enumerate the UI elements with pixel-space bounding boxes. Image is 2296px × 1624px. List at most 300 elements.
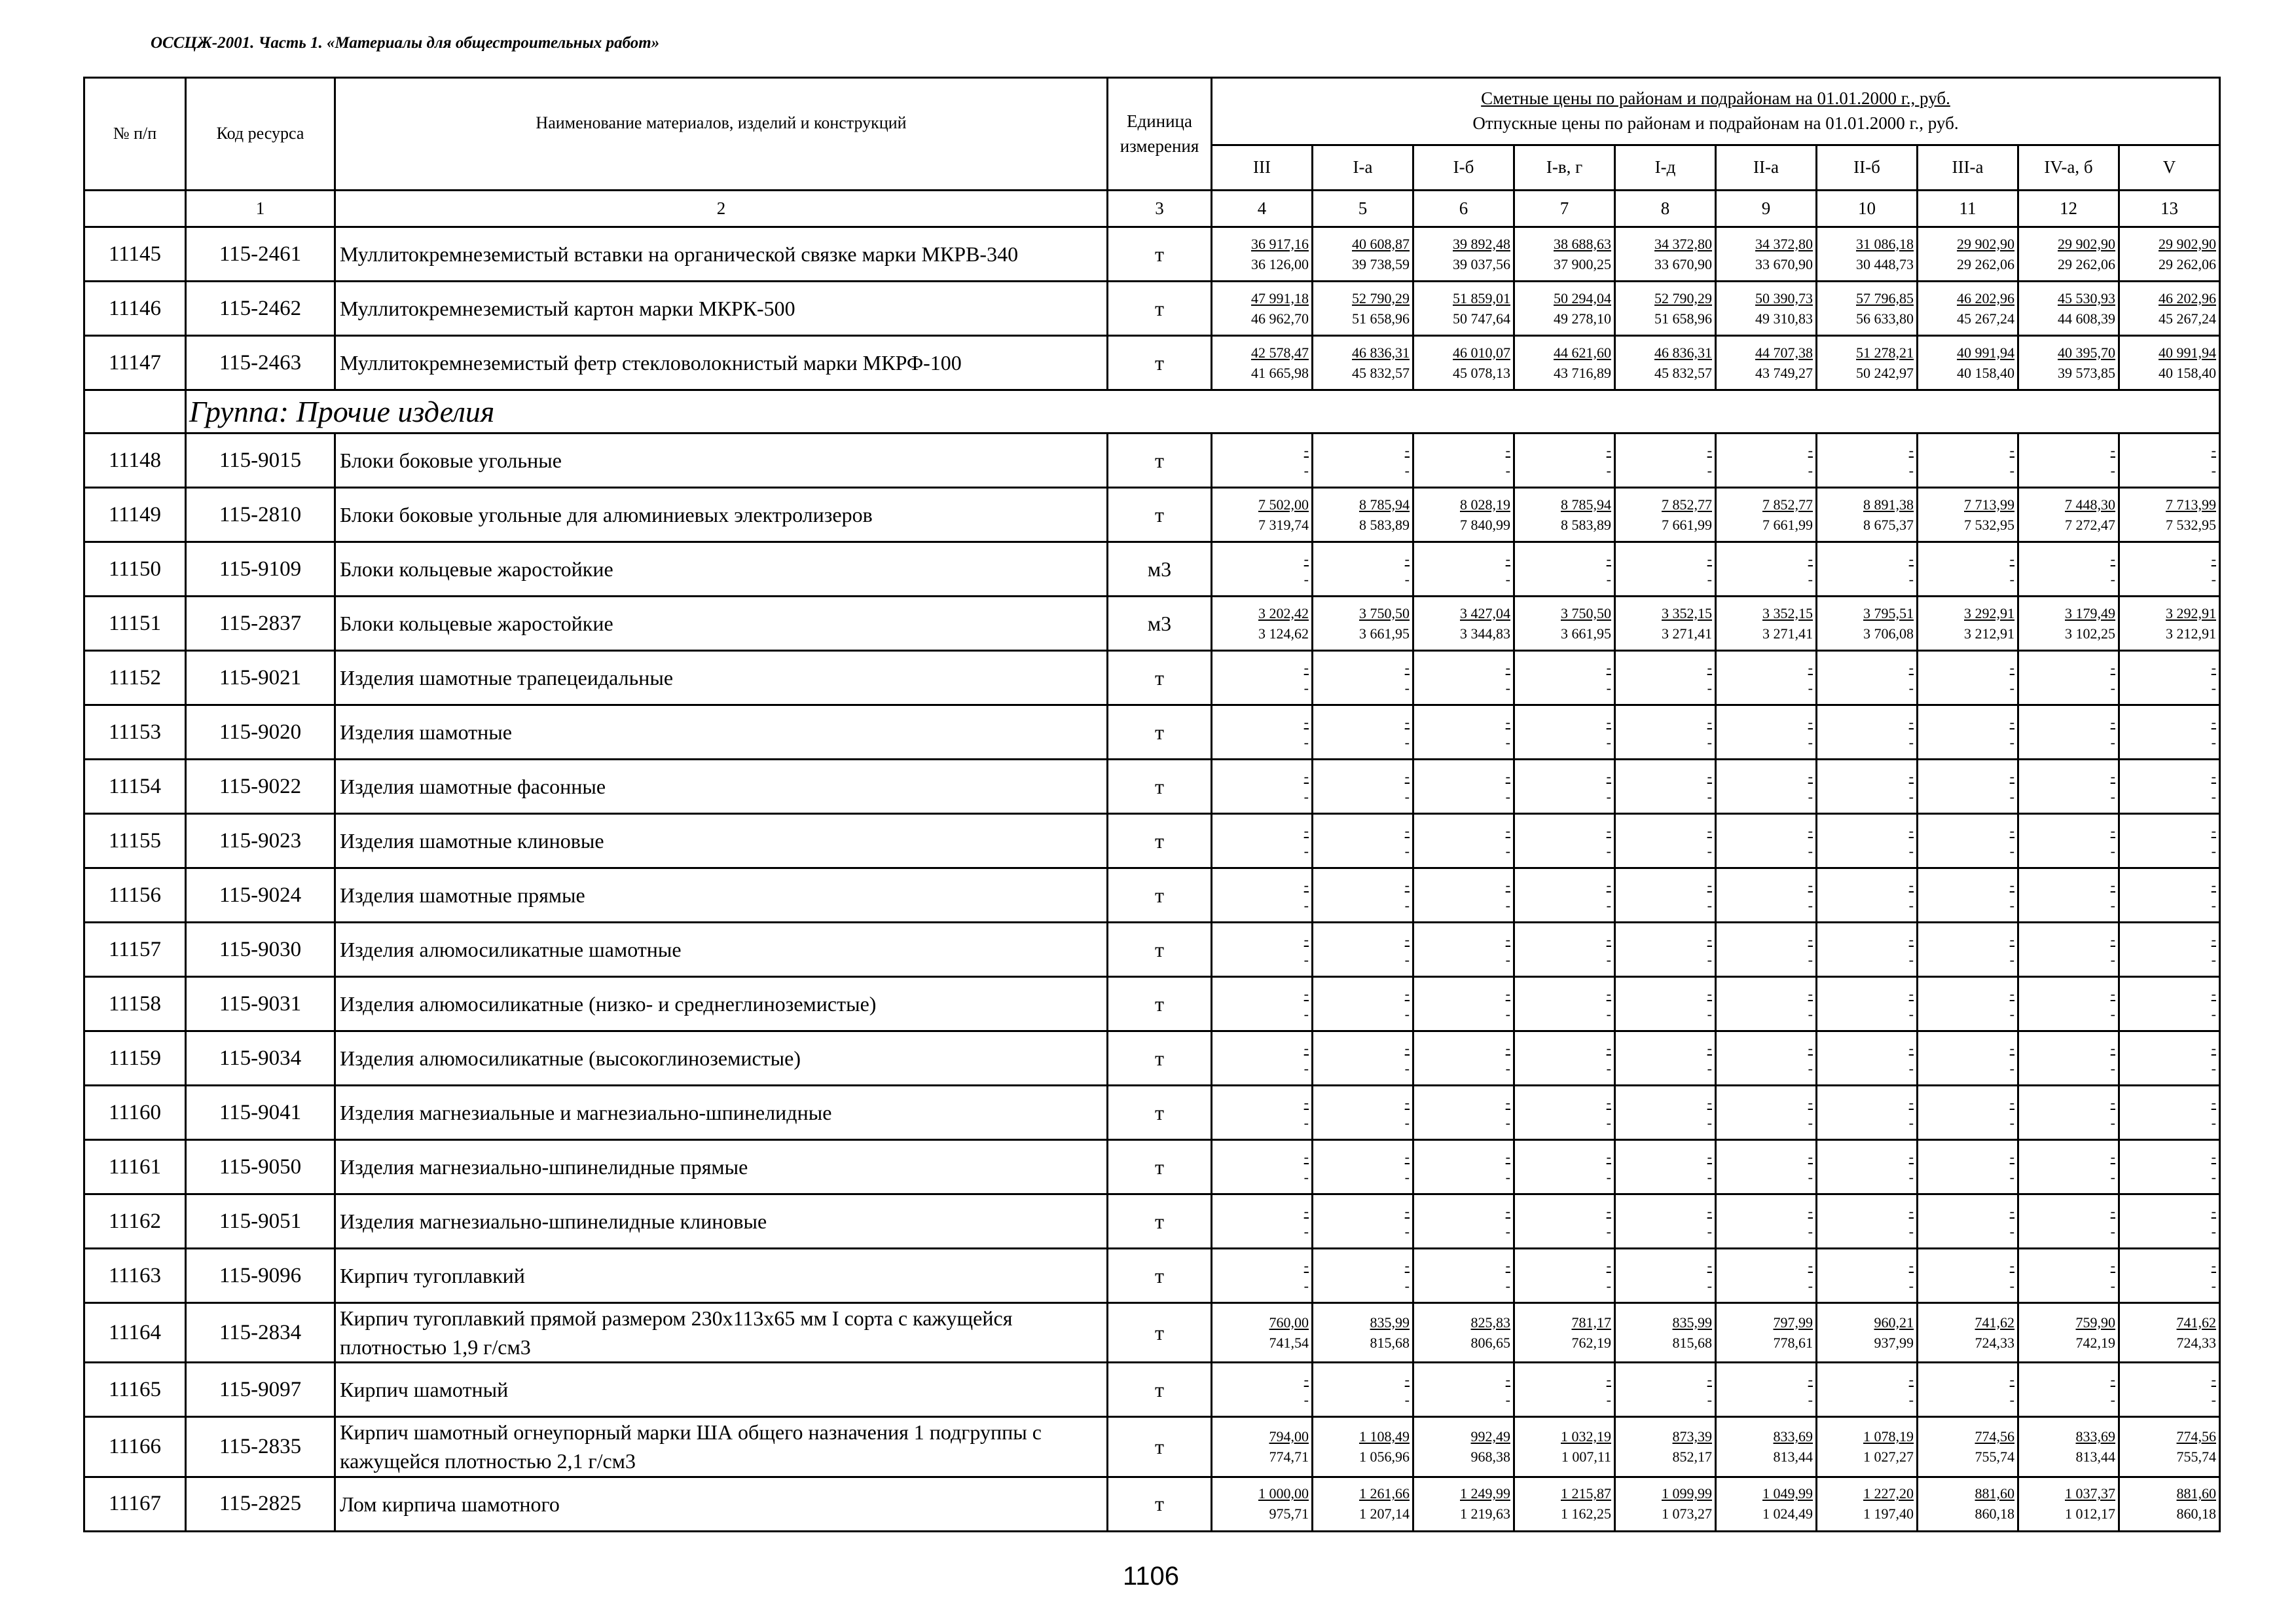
estimated-price: - — [2110, 659, 2115, 676]
estimated-price: - — [1404, 876, 1410, 893]
price-cell — [1716, 1303, 1817, 1363]
wholesale-price: - — [1303, 1005, 1309, 1022]
price-cell — [1716, 923, 1817, 977]
price-cell — [1615, 1194, 1716, 1249]
estimated-price: - — [1404, 1094, 1410, 1111]
estimated-price: - — [1505, 1202, 1510, 1219]
estimated-price: - — [1808, 1202, 1813, 1219]
estimated-price: - — [1908, 1094, 1914, 1111]
unit: т — [1108, 1363, 1212, 1417]
wholesale-price: - — [1808, 1060, 1813, 1077]
estimated-price: - — [1606, 1039, 1611, 1056]
wholesale-price: - — [1808, 842, 1813, 859]
wholesale-price: - — [1505, 462, 1510, 479]
estimated-price: - — [1908, 1257, 1914, 1274]
region-header: V — [2119, 145, 2220, 191]
wholesale-price: - — [1908, 951, 1914, 968]
wholesale-price: 742,19 — [2075, 1334, 2115, 1351]
wholesale-price: - — [1404, 951, 1410, 968]
price-cell — [1918, 1417, 2018, 1477]
resource-code: 115-9097 — [186, 1363, 335, 1417]
price-cell — [1817, 1140, 1918, 1194]
material-name: Изделия магнезиальные и магнезиально-шпинелидные — [335, 1086, 1108, 1140]
estimated-price: - — [2211, 1039, 2216, 1056]
wholesale-price: - — [1606, 1114, 1611, 1131]
estimated-price: - — [1707, 1257, 1712, 1274]
unit: т — [1108, 1194, 1212, 1249]
price-cell — [2119, 1303, 2220, 1363]
estimated-price: - — [2009, 1202, 2014, 1219]
price-cell — [1413, 923, 1514, 977]
price-cell — [1918, 977, 2018, 1031]
price-cell — [1918, 868, 2018, 923]
wholesale-price: 1 056,96 — [1359, 1448, 1410, 1465]
price-cell — [1817, 977, 1918, 1031]
price-cell — [1615, 868, 1716, 923]
resource-code: 115-9041 — [186, 1086, 335, 1140]
wholesale-price: 860,18 — [1975, 1505, 2014, 1522]
wholesale-price: - — [1707, 570, 1712, 587]
wholesale-price: - — [1505, 733, 1510, 750]
estimated-price: - — [1808, 1039, 1813, 1056]
price-cell — [1413, 1086, 1514, 1140]
resource-code: 115-2461 — [186, 227, 335, 282]
resource-code: 115-2463 — [186, 336, 335, 390]
estimated-price: - — [1908, 985, 1914, 1002]
price-cell — [2119, 923, 2220, 977]
unit: м3 — [1108, 597, 1212, 651]
wholesale-price: - — [1404, 896, 1410, 913]
wholesale-price: 40 158,40 — [2159, 364, 2216, 381]
price-cell — [2018, 488, 2119, 542]
price-cell — [1413, 1417, 1514, 1477]
price-cell — [1514, 814, 1615, 868]
price-cell — [1313, 814, 1413, 868]
estimated-price: 1 108,49 — [1359, 1428, 1410, 1445]
estimated-price: 960,21 — [1874, 1314, 1914, 1331]
price-cell — [1716, 760, 1817, 814]
estimated-price: - — [1606, 1202, 1611, 1219]
wholesale-price: - — [1404, 733, 1410, 750]
material-name: Кирпич шамотный — [335, 1363, 1108, 1417]
price-cell — [1918, 1140, 2018, 1194]
estimated-price: 781,17 — [1571, 1314, 1611, 1331]
estimated-price: 7 713,99 — [1964, 496, 2014, 513]
wholesale-price: 815,68 — [1370, 1334, 1410, 1351]
price-cell — [1514, 1194, 1615, 1249]
price-cell — [1212, 814, 1313, 868]
price-cell — [2018, 597, 2119, 651]
wholesale-price: 1 197,40 — [1863, 1505, 1914, 1522]
price-cell — [1212, 1031, 1313, 1086]
estimated-price: - — [2009, 1039, 2014, 1056]
price-cell — [1716, 1363, 1817, 1417]
resource-code: 115-9023 — [186, 814, 335, 868]
region-header: I-б — [1413, 145, 1514, 191]
price-cell — [1918, 1477, 2018, 1531]
wholesale-price: - — [1303, 679, 1309, 696]
estimated-price: - — [1707, 1094, 1712, 1111]
price-cell — [1212, 488, 1313, 542]
material-name: Блоки кольцевые жаростойкие — [335, 597, 1108, 651]
wholesale-price: - — [2211, 1005, 2216, 1022]
estimated-price: - — [1606, 767, 1611, 784]
price-cell — [1212, 977, 1313, 1031]
wholesale-price: 3 212,91 — [2166, 625, 2216, 642]
table-row — [84, 814, 2220, 868]
estimated-price: 7 502,00 — [1258, 496, 1309, 513]
table-row — [84, 923, 2220, 977]
material-name: Блоки боковые угольные для алюминиевых электролизеров — [335, 488, 1108, 542]
material-name: Изделия магнезиально-шпинелидные прямые — [335, 1140, 1108, 1194]
price-cell — [1413, 1140, 1514, 1194]
wholesale-price: - — [1404, 1223, 1410, 1240]
estimated-price: 1 249,99 — [1460, 1485, 1510, 1502]
column-number: 9 — [1716, 191, 1817, 227]
estimated-price: 1 032,19 — [1561, 1428, 1611, 1445]
price-cell — [1817, 1477, 1918, 1531]
wholesale-price: 50 242,97 — [1856, 364, 1914, 381]
estimated-price: - — [1808, 1094, 1813, 1111]
estimated-price: - — [1707, 1371, 1712, 1388]
row-number: 11152 — [84, 651, 186, 705]
price-cell — [1212, 434, 1313, 488]
price-cell — [2018, 1249, 2119, 1303]
estimated-price: - — [2009, 441, 2014, 458]
price-cell — [1413, 282, 1514, 336]
price-cell — [2119, 1194, 2220, 1249]
resource-code: 115-2810 — [186, 488, 335, 542]
wholesale-price: 778,61 — [1773, 1334, 1813, 1351]
wholesale-price: 741,54 — [1269, 1334, 1309, 1351]
estimated-price: 29 902,90 — [1957, 235, 2014, 252]
wholesale-price: 8 583,89 — [1359, 516, 1410, 533]
wholesale-price: 7 532,95 — [1964, 516, 2014, 533]
price-cell — [1716, 1194, 1817, 1249]
unit: т — [1108, 1303, 1212, 1363]
estimated-price: 46 202,96 — [1957, 289, 2014, 306]
wholesale-price: - — [1404, 1391, 1410, 1408]
estimated-price: - — [2110, 1039, 2115, 1056]
estimated-price: - — [1505, 1148, 1510, 1165]
wholesale-price: 813,44 — [1773, 1448, 1813, 1465]
wholesale-price: - — [1505, 1391, 1510, 1408]
unit: м3 — [1108, 542, 1212, 597]
wholesale-price: 30 448,73 — [1856, 255, 1914, 272]
price-cell — [2018, 1303, 2119, 1363]
table-row — [84, 1249, 2220, 1303]
wholesale-price: - — [2110, 1391, 2115, 1408]
estimated-price: - — [1808, 1371, 1813, 1388]
estimated-price: - — [1404, 985, 1410, 1002]
unit: т — [1108, 705, 1212, 760]
estimated-price: 3 795,51 — [1863, 604, 1914, 621]
wholesale-price: 7 840,99 — [1460, 516, 1510, 533]
table-row — [84, 705, 2220, 760]
wholesale-price: - — [1707, 1277, 1712, 1294]
price-cell — [1514, 1477, 1615, 1531]
price-cell — [1413, 1363, 1514, 1417]
price-cell — [1716, 488, 1817, 542]
estimated-price: 50 390,73 — [1755, 289, 1813, 306]
wholesale-price: 7 272,47 — [2065, 516, 2115, 533]
price-cell — [1918, 488, 2018, 542]
wholesale-price: 29 262,06 — [2159, 255, 2216, 272]
price-cell — [2018, 1477, 2119, 1531]
wholesale-price: - — [2110, 1277, 2115, 1294]
table-row — [84, 760, 2220, 814]
table-row — [84, 1363, 2220, 1417]
price-cell — [1716, 434, 1817, 488]
wholesale-price: - — [1505, 842, 1510, 859]
price-cell — [1716, 1249, 1817, 1303]
price-cell — [1212, 282, 1313, 336]
price-cell — [2018, 651, 2119, 705]
price-cell — [1313, 336, 1413, 390]
price-cell — [1212, 1363, 1313, 1417]
price-cell — [1716, 868, 1817, 923]
region-header: IV-а, б — [2018, 145, 2119, 191]
group-blank-cell — [84, 390, 186, 434]
column-number-blank — [84, 191, 186, 227]
price-cell — [1716, 542, 1817, 597]
wholesale-price: - — [1606, 1005, 1611, 1022]
price-cell — [1514, 597, 1615, 651]
column-number: 12 — [2018, 191, 2119, 227]
wholesale-price: - — [1505, 570, 1510, 587]
price-cell — [1918, 336, 2018, 390]
row-number: 11161 — [84, 1140, 186, 1194]
price-cell — [2018, 814, 2119, 868]
price-cell — [1817, 868, 1918, 923]
price-cell — [2119, 227, 2220, 282]
price-cell — [1918, 814, 2018, 868]
resource-code: 115-9050 — [186, 1140, 335, 1194]
table-row — [84, 488, 2220, 542]
wholesale-price: - — [2009, 788, 2014, 805]
wholesale-price: - — [1707, 462, 1712, 479]
wholesale-price: 3 661,95 — [1561, 625, 1611, 642]
resource-code: 115-9030 — [186, 923, 335, 977]
wholesale-price: - — [1808, 1114, 1813, 1131]
estimated-price: - — [1808, 985, 1813, 1002]
resource-code: 115-9015 — [186, 434, 335, 488]
price-cell — [1615, 597, 1716, 651]
wholesale-price: 8 583,89 — [1561, 516, 1611, 533]
estimated-price: 42 578,47 — [1251, 344, 1309, 361]
price-cell — [2018, 227, 2119, 282]
price-cell — [1514, 705, 1615, 760]
price-cell — [1313, 923, 1413, 977]
wholesale-price: 45 078,13 — [1453, 364, 1510, 381]
estimated-price: - — [1606, 876, 1611, 893]
price-cell — [2018, 760, 2119, 814]
price-cell — [1514, 488, 1615, 542]
price-cell — [1615, 1477, 1716, 1531]
wholesale-price: 806,65 — [1470, 1334, 1510, 1351]
wholesale-price: - — [2211, 1391, 2216, 1408]
price-cell — [1918, 705, 2018, 760]
estimated-price: - — [1808, 659, 1813, 676]
wholesale-price: - — [1707, 842, 1712, 859]
wholesale-price: - — [1404, 842, 1410, 859]
estimated-price: 57 796,85 — [1856, 289, 1914, 306]
wholesale-price: 29 262,06 — [1957, 255, 2014, 272]
wholesale-price: - — [1707, 1391, 1712, 1408]
price-table — [83, 77, 2221, 1532]
estimated-price: - — [1303, 1257, 1309, 1274]
price-cell — [1514, 1031, 1615, 1086]
price-cell — [2119, 434, 2220, 488]
price-cell — [1615, 1249, 1716, 1303]
row-number: 11162 — [84, 1194, 186, 1249]
estimated-price: - — [2009, 550, 2014, 567]
page-number: 1106 — [1123, 1562, 1180, 1591]
resource-code: 115-9096 — [186, 1249, 335, 1303]
wholesale-price: - — [1707, 1114, 1712, 1131]
unit: т — [1108, 1086, 1212, 1140]
price-cell — [1918, 923, 2018, 977]
price-cell — [1817, 1303, 1918, 1363]
estimated-price: - — [1808, 713, 1813, 730]
wholesale-price: - — [1303, 1168, 1309, 1185]
wholesale-price: - — [1303, 1223, 1309, 1240]
estimated-price: - — [1303, 1039, 1309, 1056]
material-name: Лом кирпича шамотного — [335, 1477, 1108, 1531]
estimated-price: - — [2211, 1257, 2216, 1274]
price-cell — [2018, 1086, 2119, 1140]
group-row — [84, 390, 2220, 434]
estimated-price: 797,99 — [1773, 1314, 1813, 1331]
table-row — [84, 1477, 2220, 1531]
price-cell — [1918, 1194, 2018, 1249]
estimated-price: 774,56 — [1975, 1428, 2014, 1445]
estimated-price: - — [2009, 659, 2014, 676]
wholesale-price: - — [1404, 1060, 1410, 1077]
price-cell — [1514, 282, 1615, 336]
price-cell — [1212, 1417, 1313, 1477]
price-cell — [1716, 705, 1817, 760]
estimated-price: 835,99 — [1672, 1314, 1712, 1331]
estimated-price: - — [1404, 550, 1410, 567]
wholesale-price: - — [2009, 462, 2014, 479]
price-cell — [1514, 1417, 1615, 1477]
wholesale-price: 755,74 — [1975, 1448, 2014, 1465]
estimated-price: - — [2110, 985, 2115, 1002]
price-cell — [1716, 651, 1817, 705]
estimated-price: - — [1908, 822, 1914, 839]
price-cell — [2119, 542, 2220, 597]
row-number: 11151 — [84, 597, 186, 651]
wholesale-price: - — [1808, 1277, 1813, 1294]
estimated-price: 1 099,99 — [1662, 1485, 1712, 1502]
wholesale-price: - — [1707, 679, 1712, 696]
wholesale-price: - — [2110, 1005, 2115, 1022]
price-cell — [2018, 542, 2119, 597]
estimated-price: 1 215,87 — [1561, 1485, 1611, 1502]
price-cell — [1413, 760, 1514, 814]
price-cell — [1716, 227, 1817, 282]
price-cell — [1313, 1363, 1413, 1417]
estimated-price: 3 292,91 — [1964, 604, 2014, 621]
estimated-price: - — [1606, 1371, 1611, 1388]
price-cell — [1313, 868, 1413, 923]
price-cell — [1817, 597, 1918, 651]
wholesale-price: - — [1707, 1060, 1712, 1077]
row-number: 11153 — [84, 705, 186, 760]
estimated-price: 835,99 — [1370, 1314, 1410, 1331]
wholesale-price: - — [2110, 733, 2115, 750]
estimated-price: 51 278,21 — [1856, 344, 1914, 361]
wholesale-price: - — [1606, 733, 1611, 750]
price-cell — [2119, 868, 2220, 923]
table-row — [84, 542, 2220, 597]
unit: т — [1108, 282, 1212, 336]
price-cell — [2119, 336, 2220, 390]
estimated-price: - — [1606, 1148, 1611, 1165]
price-cell — [1313, 651, 1413, 705]
estimated-price: - — [1908, 767, 1914, 784]
estimated-price: - — [2009, 713, 2014, 730]
wholesale-price: - — [1505, 1114, 1510, 1131]
estimated-price: - — [1908, 441, 1914, 458]
wholesale-price: - — [1707, 896, 1712, 913]
estimated-price: 45 530,93 — [2058, 289, 2115, 306]
price-cell — [2018, 1140, 2119, 1194]
price-cell — [1413, 814, 1514, 868]
wholesale-price: - — [1707, 733, 1712, 750]
wholesale-price: - — [2110, 1223, 2115, 1240]
price-cell — [1514, 977, 1615, 1031]
wholesale-price: 3 344,83 — [1460, 625, 1510, 642]
material-name: Муллитокремнеземистый картон марки МКРК-500 — [335, 282, 1108, 336]
price-cell — [2119, 705, 2220, 760]
estimated-price: - — [1606, 550, 1611, 567]
price-cell — [1615, 1417, 1716, 1477]
estimated-price: - — [2009, 822, 2014, 839]
column-number: 4 — [1212, 191, 1313, 227]
estimated-price: - — [1606, 713, 1611, 730]
group-title: Группа: Прочие изделия — [186, 390, 2220, 434]
estimated-price: 7 852,77 — [1762, 496, 1813, 513]
price-cell — [1817, 814, 1918, 868]
price-cell — [2119, 1363, 2220, 1417]
wholesale-price: 1 007,11 — [1561, 1448, 1611, 1465]
estimated-price: - — [1303, 1371, 1309, 1388]
resource-code: 115-9031 — [186, 977, 335, 1031]
price-cell — [1313, 542, 1413, 597]
wholesale-price: - — [1908, 679, 1914, 696]
material-name: Изделия алюмосиликатные шамотные — [335, 923, 1108, 977]
wholesale-price: - — [1808, 951, 1813, 968]
wholesale-price: - — [2110, 788, 2115, 805]
column-number: 6 — [1413, 191, 1514, 227]
wholesale-price: 8 675,37 — [1863, 516, 1914, 533]
wholesale-price: 755,74 — [2176, 1448, 2216, 1465]
estimated-price: - — [1505, 550, 1510, 567]
wholesale-price: 1 207,14 — [1359, 1505, 1410, 1522]
estimated-price: - — [2009, 985, 2014, 1002]
wholesale-price: 968,38 — [1470, 1448, 1510, 1465]
wholesale-price: - — [2211, 951, 2216, 968]
price-cell — [1615, 977, 1716, 1031]
estimated-price: 3 352,15 — [1662, 604, 1712, 621]
price-cell — [1817, 336, 1918, 390]
price-cell — [1817, 227, 1918, 282]
price-cell — [1413, 434, 1514, 488]
wholesale-price: - — [2009, 679, 2014, 696]
wholesale-price: - — [1606, 462, 1611, 479]
